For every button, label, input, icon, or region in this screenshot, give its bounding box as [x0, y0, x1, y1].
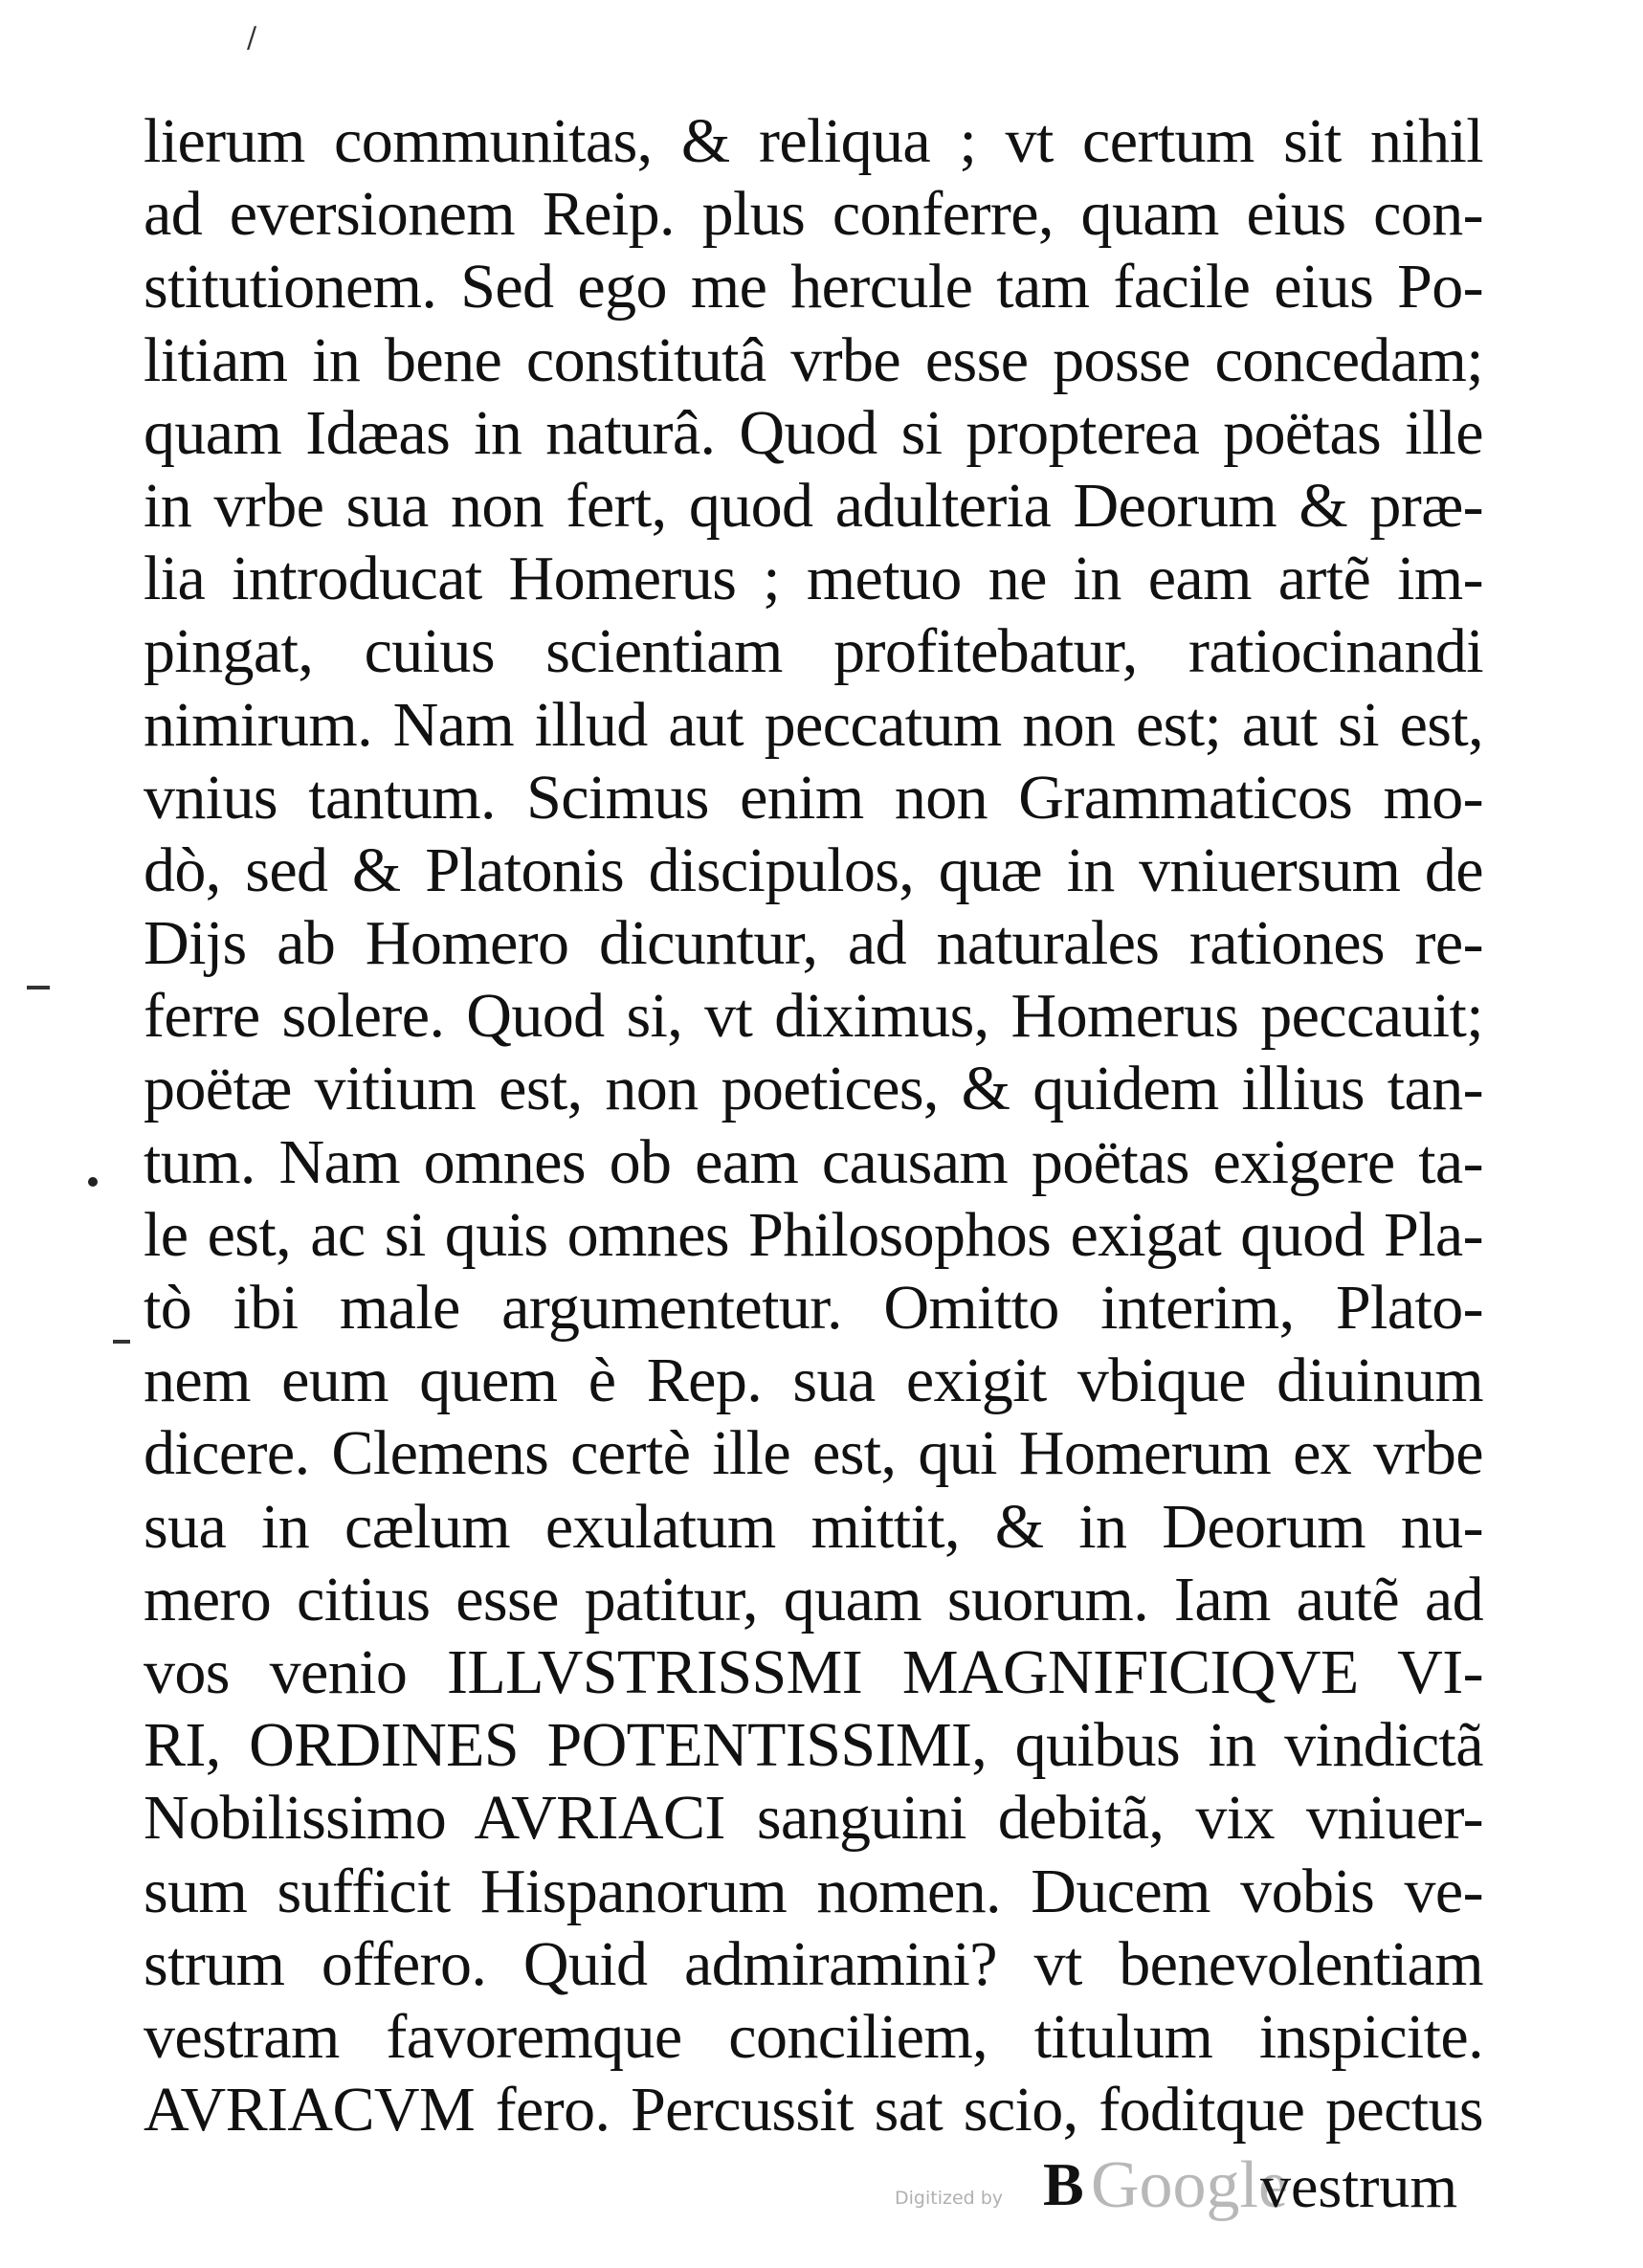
text-line: quam Idæas in naturâ. Quod si propterea poëtas ille: [144, 397, 1483, 468]
text-line: vestram favoremque conciliem, titulum inspicite.: [144, 2001, 1483, 2072]
text-line: ferre solere. Quod si, vt diximus, Homerus peccauit;: [144, 981, 1483, 1052]
scan-speck: [88, 1177, 98, 1187]
text-line: poëtæ vitium est, non poetices, & quidem illius tan-: [144, 1054, 1483, 1124]
catchword: vestrum: [1260, 2152, 1458, 2220]
text-line: stitutionem. Sed ego me hercule tam facile eius Po-: [144, 252, 1483, 322]
text-line: pingat, cuius scientiam profitebatur, ratiocinandi: [144, 616, 1483, 687]
text-line: ad eversionem Reip. plus conferre, quam eius con-: [144, 179, 1483, 250]
text-line: lia introducat Homerus ; metuo ne in eam artẽ im-: [144, 544, 1483, 614]
text-line: tò ibi male argumentetur. Omitto interim, Plato-: [144, 1273, 1483, 1343]
signature-mark: B: [1043, 2150, 1084, 2218]
text-line: dò, sed & Platonis discipulos, quæ in vniuersum de: [144, 834, 1483, 905]
text-line: tum. Nam omnes ob eam causam poëtas exigere ta-: [144, 1126, 1483, 1197]
text-line: strum offero. Quid admiramini? vt benevolentiam: [144, 1928, 1483, 1999]
text-line: in vrbe sua non fert, quod adulteria Deorum & præ-: [144, 470, 1483, 541]
body-text: [144, 105, 1483, 2146]
scan-dash: [113, 1340, 130, 1344]
digitized-by-label: Digitized by: [895, 2188, 1004, 2209]
text-line: dicere. Clemens certè ille est, qui Homerum ex vrbe: [144, 1418, 1483, 1489]
text-line: Dijs ab Homero dicuntur, ad naturales rationes re-: [144, 908, 1483, 979]
text-line: mero citius esse patitur, quam suorum. Iam autẽ ad: [144, 1564, 1483, 1634]
top-mark: /: [247, 21, 257, 55]
text-line: litiam in bene constitutâ vrbe esse posse concedam;: [144, 324, 1483, 395]
text-line: sua in cælum exulatum mittit, & in Deorum nu-: [144, 1491, 1483, 1562]
google-watermark: Google: [1091, 2148, 1289, 2222]
text-line: AVRIACVM fero. Percussit sat scio, foditque pectus: [144, 2075, 1483, 2146]
scan-dash: [27, 986, 50, 989]
text-line: lierum communitas, & reliqua ; vt certum sit nihil: [144, 106, 1483, 176]
page-footer: [895, 2142, 1498, 2228]
text-line: nem eum quem è Rep. sua exigit vbique diuinum: [144, 1345, 1483, 1416]
text-line: le est, ac si quis omnes Philosophos exigat quod Pla-: [144, 1199, 1483, 1270]
text-line: sum sufficit Hispanorum nomen. Ducem vobis ve-: [144, 1856, 1483, 1926]
text-line: Nobilissimo AVRIACI sanguini debitã, vix vniuer-: [144, 1783, 1483, 1854]
text-line: nimirum. Nam illud aut peccatum non est; aut si est,: [144, 689, 1483, 760]
text-line: vos venio ILLVSTRISSMI MAGNIFICIQVE VI-: [144, 1636, 1483, 1707]
text-line: vnius tantum. Scimus enim non Grammaticos mo-: [144, 762, 1483, 833]
text-line: RI, ORDINES POTENTISSIMI, quibus in vindictã: [144, 1710, 1483, 1781]
